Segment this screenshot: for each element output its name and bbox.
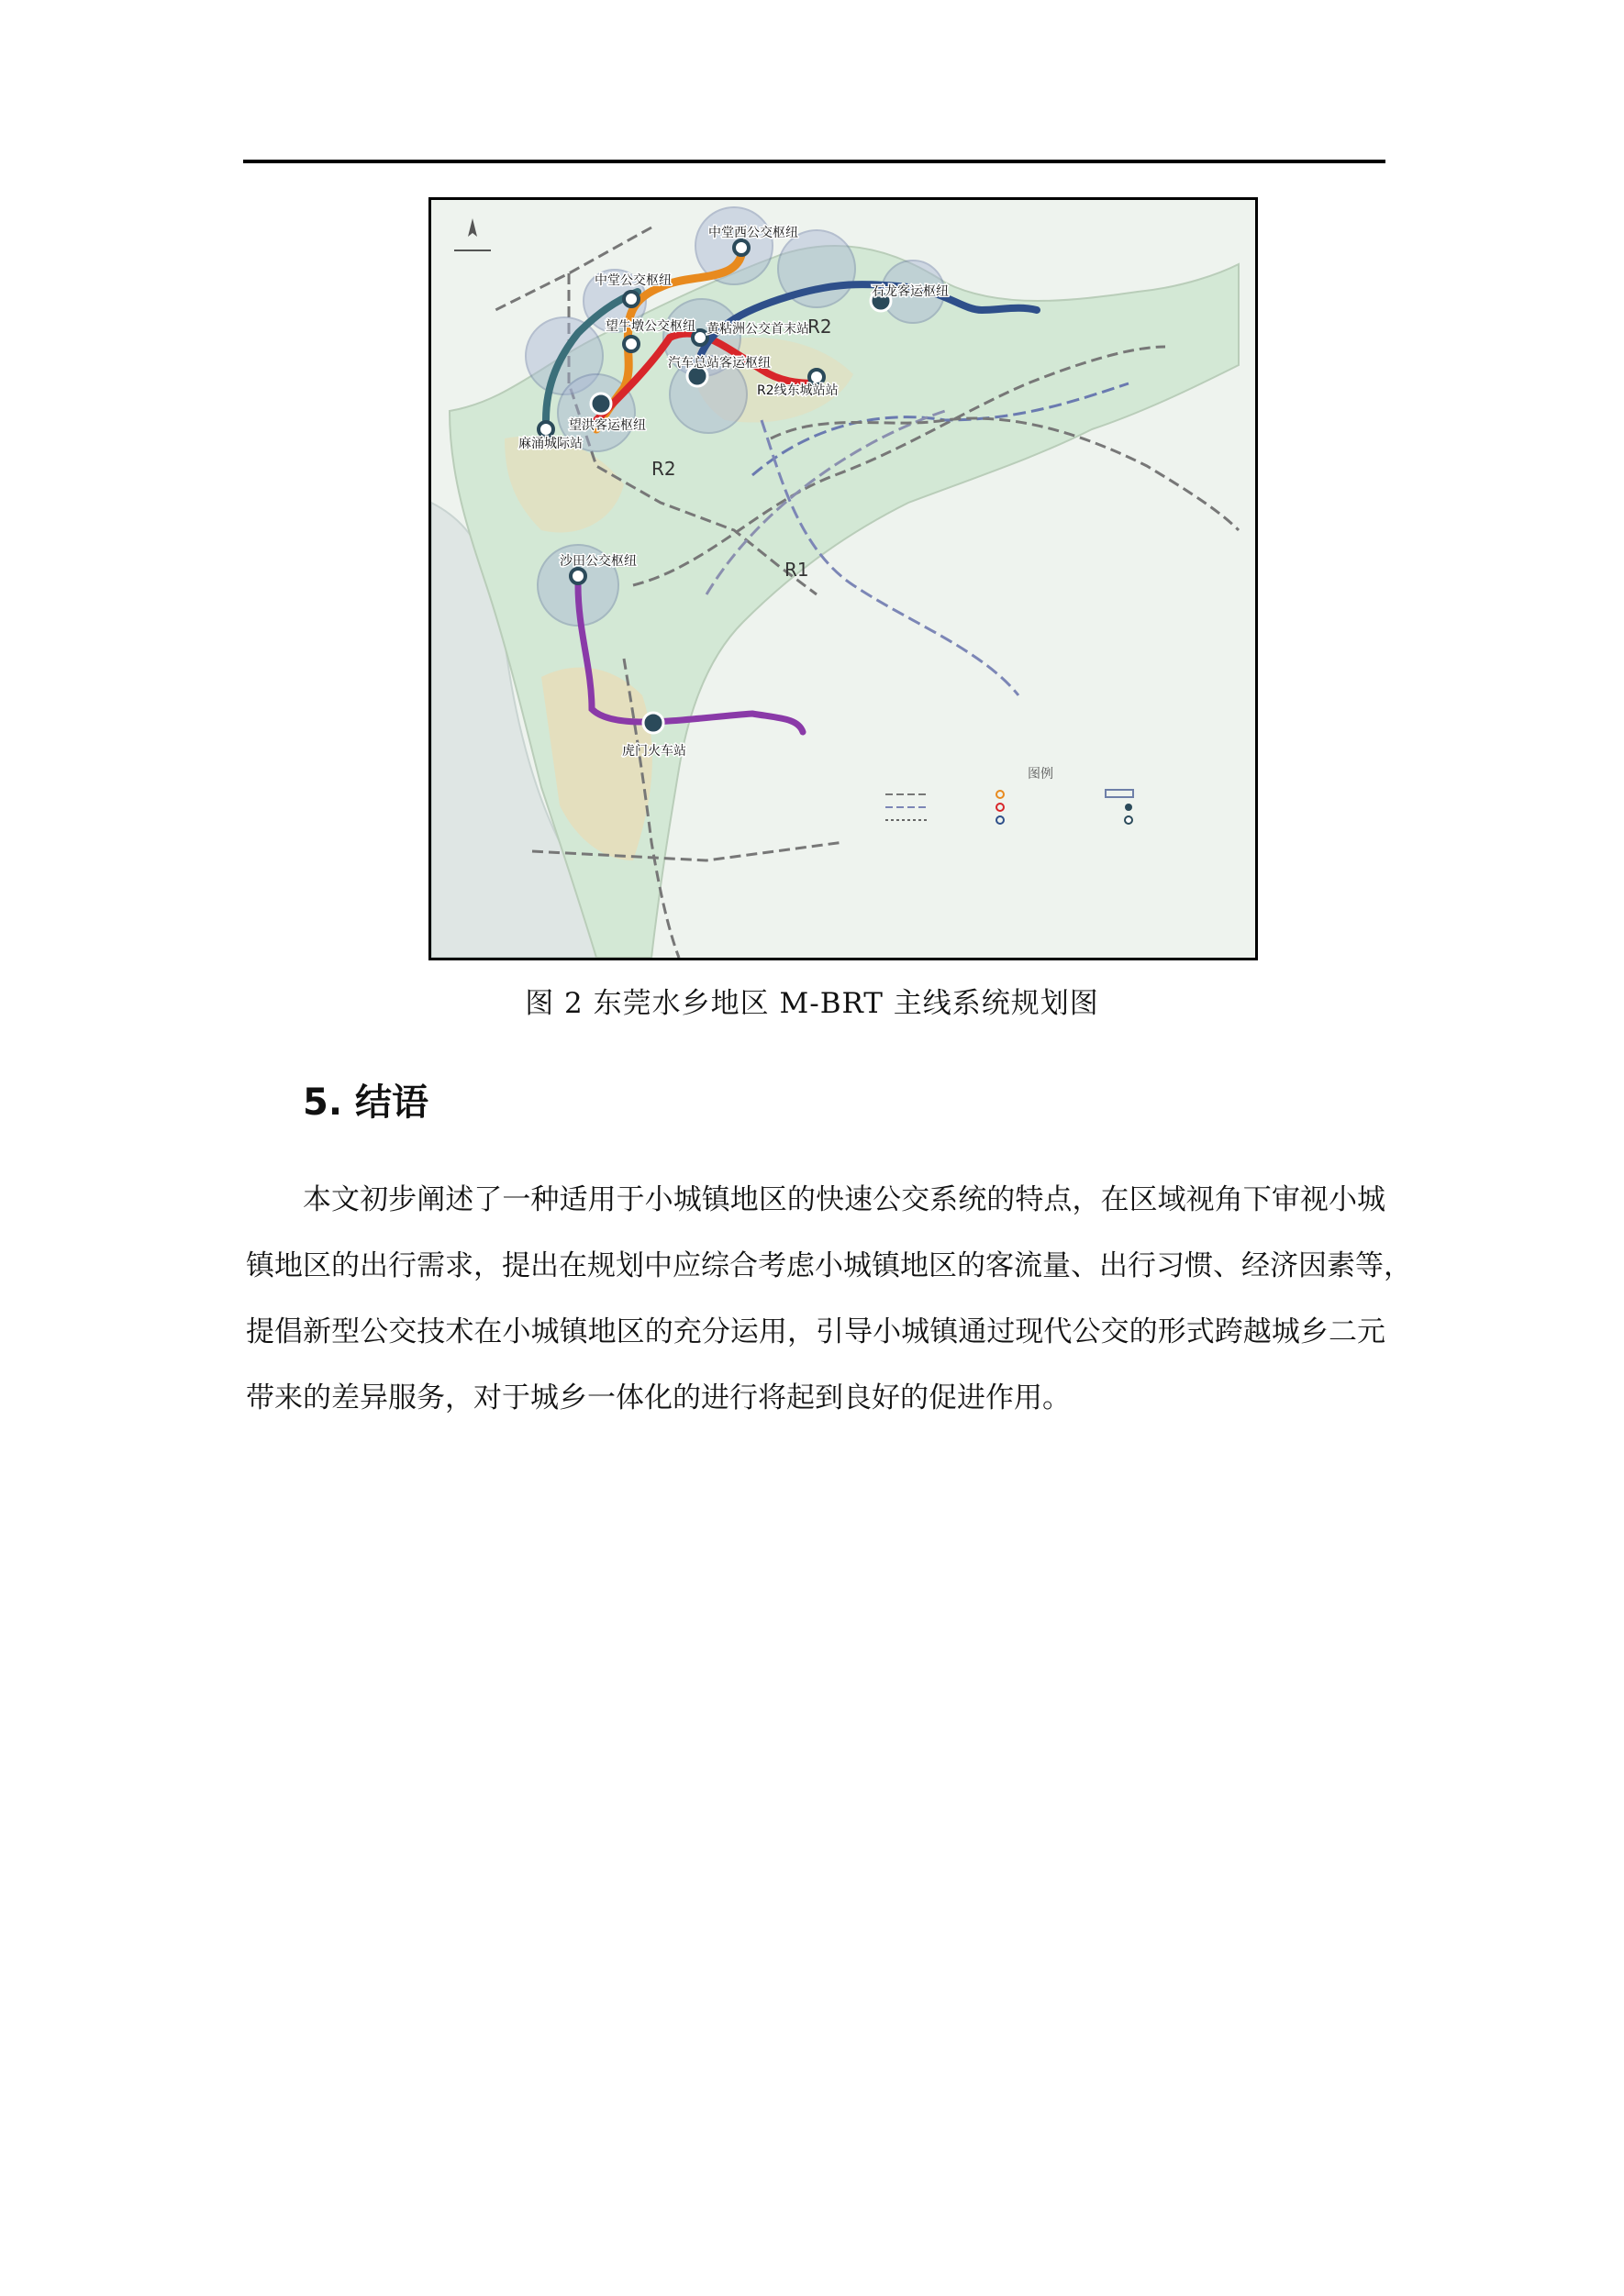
label-zhongtang: 中堂公交枢纽 [595, 273, 672, 288]
station-marker [734, 240, 749, 255]
label-r2-north: R2 [807, 316, 832, 338]
label-r1: R1 [784, 559, 809, 581]
figure-map [428, 197, 1258, 960]
label-wangniudun: 望牛墩公交枢纽 [606, 319, 695, 334]
section-heading: 5. 结语 [303, 1081, 428, 1124]
label-wanghong: 望洪客运枢纽 [569, 418, 646, 433]
brt-route-map [431, 200, 1255, 958]
station-marker [809, 370, 824, 384]
label-r2-dongcheng: R2线东城站站 [757, 383, 839, 398]
legend-title: 图例 [1028, 767, 1053, 782]
hub-marker [643, 713, 663, 733]
legend-swatch [1125, 816, 1132, 824]
hub-marker [591, 394, 611, 414]
label-humen: 虎门火车站 [622, 744, 686, 759]
station-marker [624, 292, 639, 306]
station-marker [624, 337, 639, 351]
paragraph-line: 本文初步阐述了一种适用于小城镇地区的快速公交系统的特点，在区域视角下审视小城 [303, 1183, 1385, 1216]
label-bus-terminal: 汽车总站客运枢纽 [668, 356, 771, 371]
label-zhongtang-west: 中堂西公交枢纽 [708, 226, 798, 240]
station-marker [571, 569, 585, 583]
label-shilong: 石龙客运枢纽 [872, 284, 949, 299]
paragraph-line: 镇地区的出行需求，提出在规划中应综合考虑小城镇地区的客流量、出行习惯、经济因素等， [246, 1249, 1412, 1282]
station-marker [539, 422, 553, 437]
figure-caption: 图 2 东莞水乡地区 M-BRT 主线系统规划图 [525, 987, 1099, 1020]
paragraph-line: 提倡新型公交技术在小城镇地区的充分运用，引导小城镇通过现代公交的形式跨越城乡二元 [246, 1315, 1385, 1348]
header-rule [243, 160, 1385, 163]
paragraph-line: 带来的差异服务，对于城乡一体化的进行将起到良好的促进作用。 [246, 1381, 1071, 1414]
legend-swatch [1125, 804, 1132, 811]
label-r2-south: R2 [651, 458, 676, 480]
label-huangchongzhou: 黄粘洲公交首末站 [706, 322, 809, 337]
label-machong: 麻涌城际站 [518, 437, 583, 451]
label-shatian: 沙田公交枢纽 [560, 554, 637, 569]
